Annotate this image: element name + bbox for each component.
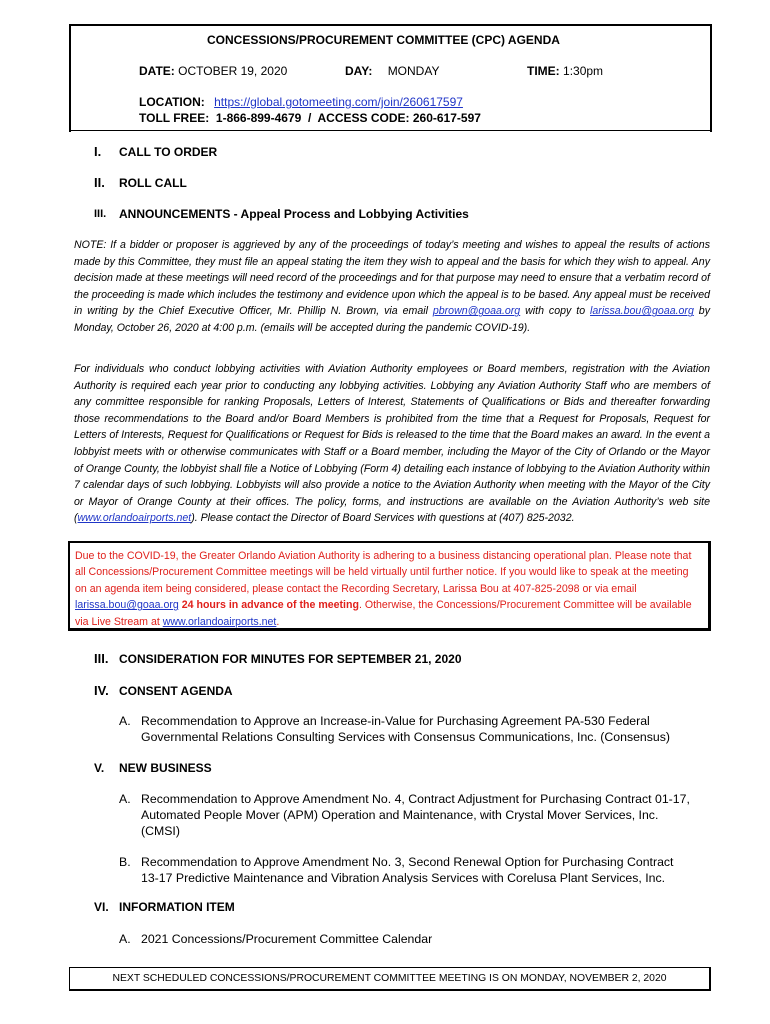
section-title-consent-agenda: CONSENT AGENDA	[119, 684, 233, 698]
time-value: 1:30pm	[563, 64, 604, 78]
new-item-a-line-1: Recommendation to Approve Amendment No. 4, Contract Adjustment for Purchasing Contract 01-17,	[141, 792, 690, 806]
new-item-b-line-1: Recommendation to Approve Amendment No. 3, Second Renewal Option for Purchasing Contract	[141, 855, 674, 869]
section-title-minutes: CONSIDERATION FOR MINUTES FOR SEPTEMBER 21, 2020	[119, 652, 462, 666]
time-label: TIME:	[527, 64, 560, 78]
new-item-a-line-3: (CMSI)	[141, 824, 180, 838]
website-link[interactable]: www.orlandoairports.net	[77, 512, 192, 525]
consent-item-a-line-2: Governmental Relations Consulting Services with Consensus Communications, Inc. (Consensus)	[141, 730, 671, 744]
notice-bold-text: 24 hours in advance of the meeting	[178, 599, 359, 612]
notice-website-link[interactable]: www.orlandoairports.net	[162, 615, 277, 628]
header-divider	[69, 130, 712, 131]
notice-text-2: . Otherwise, the Concessions/Procurement Committee will be available via Live Stream at	[75, 599, 692, 628]
section-number-2: II.	[94, 175, 105, 190]
section-title-call-to-order: CALL TO ORDER	[119, 145, 218, 159]
day-label: DAY:	[345, 64, 373, 78]
next-meeting-footer: NEXT SCHEDULED CONCESSIONS/PROCUREMENT COMMITTEE MEETING IS ON MONDAY, NOVEMBER 2, 2020	[69, 967, 711, 991]
new-item-letter-a: A.	[119, 792, 131, 806]
section-title-information-item: INFORMATION ITEM	[119, 900, 235, 914]
notice-text-3: .	[276, 615, 280, 628]
new-item-letter-b: B.	[119, 855, 131, 869]
lobbying-text-1: For individuals who conduct lobbying activities with Aviation Authority employees or Board members, registration with the Aviation Authority is required each year prior to conducting any lobbying activities. Lobbying any Aviation Authority Staff who are members of any committee responsible for ranking Proposals, Letters of Interest, Statements of Qualifications or Bids and thereafter forwarding those recommendations to the Board and/or Board Members is prohibited from the time that a Request for Proposals, Request for Letters of Interests, Request for Qualifications or Request for Bids is released to the time that the Board makes an award. In the event a lobbyist meets with or otherwise communicates with Staff or a Board member, including the Mayor of the City of Orlando or the Mayor of Orange County, the lobbyist shall file a Notice of Lobbying (Form 4) detailing each instance of lobbying to the Aviation Authority within 7 calendar days of such lobbying. Lobbyists will also provide a notice to the Aviation Authority when meeting with the Mayor of the City or Mayor of Orange County at their offices. The policy, forms, and instructions are available on the Aviation Authority’s web site (	[74, 363, 710, 525]
day-row	[345, 64, 439, 78]
section-title-announcements: ANNOUNCEMENTS - Appeal Process and Lobbying Activities	[119, 207, 469, 221]
location-label: LOCATION:	[139, 95, 205, 109]
section-number-4: III.	[94, 651, 109, 666]
location-row	[139, 95, 463, 109]
section-number-1: I.	[94, 144, 102, 159]
section-title-new-business: NEW BUSINESS	[119, 761, 212, 775]
day-value: MONDAY	[387, 64, 440, 78]
meeting-link[interactable]: https://global.gotomeeting.com/join/260617597	[214, 95, 463, 109]
appeal-note-paragraph	[74, 237, 710, 337]
lobbying-text-2: ). Please contact the Director of Board Services with questions at (407) 825-2032.	[191, 512, 575, 525]
new-item-a-line-2: Automated People Mover (APM) Operation and Maintenance, with Crystal Mover Services, Inc.	[141, 808, 659, 822]
section-number-6: V.	[94, 761, 105, 775]
lobbying-paragraph	[74, 361, 710, 527]
covid-notice-box	[68, 541, 711, 631]
section-number-7: VI.	[94, 900, 109, 914]
info-item-letter-a: A.	[119, 932, 131, 946]
consent-item-letter-a: A.	[119, 714, 131, 728]
date-value: OCTOBER 19, 2020	[178, 64, 288, 78]
time-row	[527, 64, 603, 78]
notice-email-link[interactable]: larissa.bou@goaa.org	[75, 599, 179, 612]
section-title-roll-call: ROLL CALL	[119, 176, 187, 190]
section-number-3: III.	[94, 208, 107, 220]
tollfree-line: TOLL FREE: 1-866-899-4679 / ACCESS CODE: 260-617-597	[139, 111, 481, 125]
date-label: DATE:	[139, 64, 175, 78]
consent-item-a-line-1: Recommendation to Approve an Increase-in-Value for Purchasing Agreement PA-530 Federal	[141, 714, 650, 728]
new-item-b-line-2: 13-17 Predictive Maintenance and Vibration Analysis Services with Corelusa Plant Services, Inc.	[141, 871, 666, 885]
agenda-title: CONCESSIONS/PROCUREMENT COMMITTEE (CPC) AGENDA	[207, 33, 560, 47]
date-row	[139, 64, 287, 78]
appeal-note-text-3: by Monday, October 26, 2020 at 4:00 p.m. (emails will be accepted during the pandemic COVID-19).	[74, 305, 710, 334]
appeal-note-text-2: with copy to	[520, 305, 591, 318]
secretary-email-link[interactable]: larissa.bou@goaa.org	[590, 305, 694, 318]
notice-text-1: Due to the COVID-19, the Greater Orlando Aviation Authority is adhering to a business distancing operational plan. Please note that all Concessions/Procurement Committee meetings will be held virtually until further notice. If you would like to speak at the meeting on an agenda item being considered, please contact the Recording Secretary, Larissa Bou at 407-825-2098 or via email	[75, 550, 692, 595]
info-item-a-line-1: 2021 Concessions/Procurement Committee Calendar	[141, 932, 433, 946]
appeal-note-text-1: NOTE: If a bidder or proposer is aggrieved by any of the proceedings of today’s meeting and wishes to appeal the results of actions made by this Committee, they must file an appeal stating the item they wish to appeal and the basis for which they wish to appeal. Any decision made at these meetings will need record of the proceedings and for that purpose may need to ensure that a verbatim record of the proceeding is made which includes the testimony and evidence upon which the appeal is to be based. Any appeal must be received in writing by the Chief Executive Officer, Mr. Phillip N. Brown, via email	[74, 239, 710, 318]
ceo-email-link[interactable]: pbrown@goaa.org	[432, 305, 521, 318]
section-number-5: IV.	[94, 683, 109, 698]
